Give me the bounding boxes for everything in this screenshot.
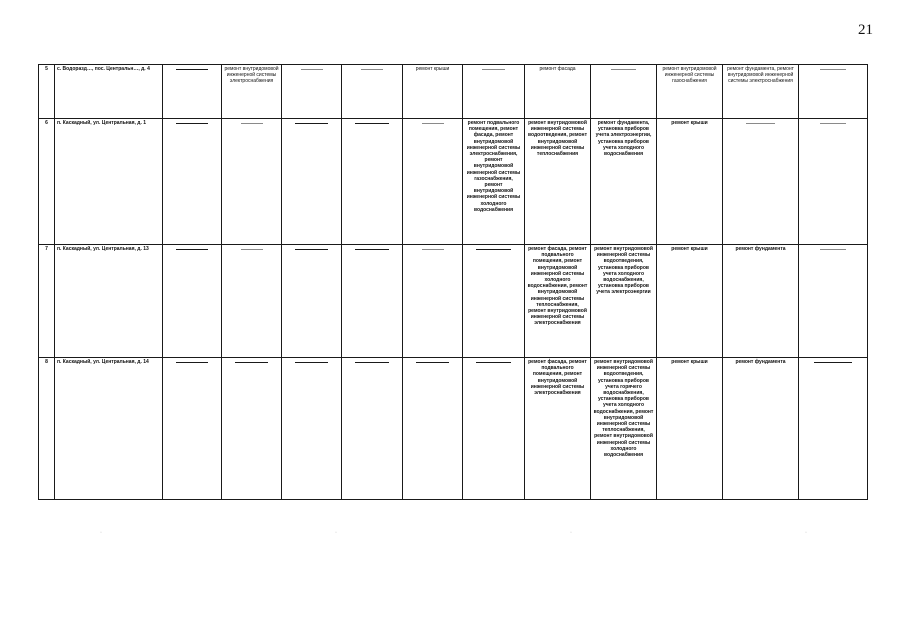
row-number: 6: [39, 119, 55, 245]
work-cell: ремонт внутридомовой инженерной системы электроснабжения: [222, 65, 282, 119]
work-cell: ремонт фасада, ремонт подвального помещения, ремонт внутридомовой инженерной системы электроснабжения: [525, 358, 591, 500]
dash-mark: [820, 249, 846, 250]
dash-mark: [476, 362, 510, 363]
dash-mark: [611, 69, 635, 70]
dash-mark: [482, 69, 505, 70]
dash-mark: [235, 362, 268, 363]
empty-cell: [463, 245, 525, 358]
dash-mark: [476, 249, 510, 250]
dash-mark: [176, 69, 208, 70]
dash-mark: [295, 249, 328, 250]
scan-mark: ·: [570, 530, 572, 536]
row-number: 5: [39, 65, 55, 119]
empty-cell: [403, 119, 463, 245]
dash-mark: [176, 249, 208, 250]
empty-cell: [163, 119, 222, 245]
empty-cell: [163, 358, 222, 500]
empty-cell: [282, 119, 342, 245]
dash-mark: [422, 249, 444, 250]
dash-mark: [295, 362, 328, 363]
dash-mark: [241, 123, 263, 124]
empty-cell: [163, 245, 222, 358]
empty-cell: [403, 245, 463, 358]
empty-cell: [342, 119, 403, 245]
table-row: [39, 119, 868, 245]
dash-mark: [241, 249, 263, 250]
dash-mark: [361, 69, 383, 70]
table-row: [39, 245, 868, 358]
address-cell: п. Каскадный, ул. Центральная, д. 14: [55, 358, 163, 500]
empty-cell: [403, 358, 463, 500]
work-cell: ремонт крыши: [657, 245, 723, 358]
empty-cell: [282, 65, 342, 119]
scan-mark: ·: [805, 530, 807, 536]
dash-mark: [814, 362, 852, 363]
empty-cell: [222, 245, 282, 358]
dash-mark: [355, 362, 389, 363]
empty-cell: [723, 119, 799, 245]
work-cell: ремонт внутридомовой инженерной системы водоотведения, установка приборов учета холодного водоснабжения, установка приборов учета электроэнергии: [591, 245, 657, 358]
table-row: [39, 65, 868, 119]
dash-mark: [422, 123, 444, 124]
work-cell: ремонт крыши: [403, 65, 463, 119]
dash-mark: [746, 123, 774, 124]
empty-cell: [282, 245, 342, 358]
empty-cell: [222, 358, 282, 500]
work-cell: ремонт крыши: [657, 358, 723, 500]
dash-mark: [295, 123, 328, 124]
dash-mark: [355, 249, 389, 250]
dash-mark: [416, 362, 449, 363]
work-cell: ремонт фасада: [525, 65, 591, 119]
empty-cell: [799, 119, 868, 245]
dash-mark: [355, 123, 389, 124]
work-cell: ремонт фундамента, ремонт внутридомовой инженерной системы электроснабжения: [723, 65, 799, 119]
empty-cell: [591, 65, 657, 119]
table-body: [39, 65, 868, 500]
row-number: 8: [39, 358, 55, 500]
work-cell: ремонт фундамента: [723, 245, 799, 358]
table-row: [39, 358, 868, 500]
work-cell: ремонт внутридомовой инженерной системы водоотведения, ремонт внутридомовой инженерной системы теплоснабжения: [525, 119, 591, 245]
work-cell: ремонт крыши: [657, 119, 723, 245]
address-cell: п. Каскадный, ул. Центральная, д. 13: [55, 245, 163, 358]
dash-mark: [176, 362, 208, 363]
capital-repair-table: [38, 64, 868, 500]
row-number: 7: [39, 245, 55, 358]
address-cell: с. Водоразд…, пос. Центральн…, д. 4: [55, 65, 163, 119]
work-cell: ремонт фундамента, установка приборов учета электроэнергии, установка приборов учета холодного водоснабжения: [591, 119, 657, 245]
address-cell: п. Каскадный, ул. Центральная, д. 1: [55, 119, 163, 245]
dash-mark: [176, 123, 208, 124]
scan-mark: ·: [100, 530, 102, 536]
empty-cell: [799, 65, 868, 119]
empty-cell: [163, 65, 222, 119]
scan-mark: ·: [335, 530, 337, 536]
empty-cell: [282, 358, 342, 500]
work-cell: ремонт внутридомовой инженерной системы водоотведения, установка приборов учета горячего водоснабжения, установка приборов учета холодного водоснабжения, ремонт внутридомовой инженерной системы теплоснабжения, ремонт внутридомовой инженерной системы холодного водоснабжения: [591, 358, 657, 500]
work-cell: ремонт фундамента: [723, 358, 799, 500]
empty-cell: [799, 245, 868, 358]
empty-cell: [342, 245, 403, 358]
empty-cell: [342, 65, 403, 119]
page-number: 21: [858, 22, 873, 38]
work-cell: ремонт внутридомовой инженерной системы газоснабжения: [657, 65, 723, 119]
empty-cell: [463, 65, 525, 119]
dash-mark: [301, 69, 323, 70]
empty-cell: [342, 358, 403, 500]
dash-mark: [820, 69, 846, 70]
empty-cell: [463, 358, 525, 500]
empty-cell: [799, 358, 868, 500]
work-cell: ремонт фасада, ремонт подвального помещения, ремонт внутридомовой инженерной системы холодного водоснабжения, ремонт внутридомовой инженерной системы теплоснабжения, ремонт внутридомовой инженерной системы электроснабжения: [525, 245, 591, 358]
dash-mark: [820, 123, 846, 124]
empty-cell: [222, 119, 282, 245]
work-cell: ремонт подвального помещения, ремонт фасада, ремонт внутридомовой инженерной системы электроснабжения, ремонт внутридомовой инженерной системы газоснабжения, ремонт внутридомовой инженерной системы холодного водоснабжения: [463, 119, 525, 245]
